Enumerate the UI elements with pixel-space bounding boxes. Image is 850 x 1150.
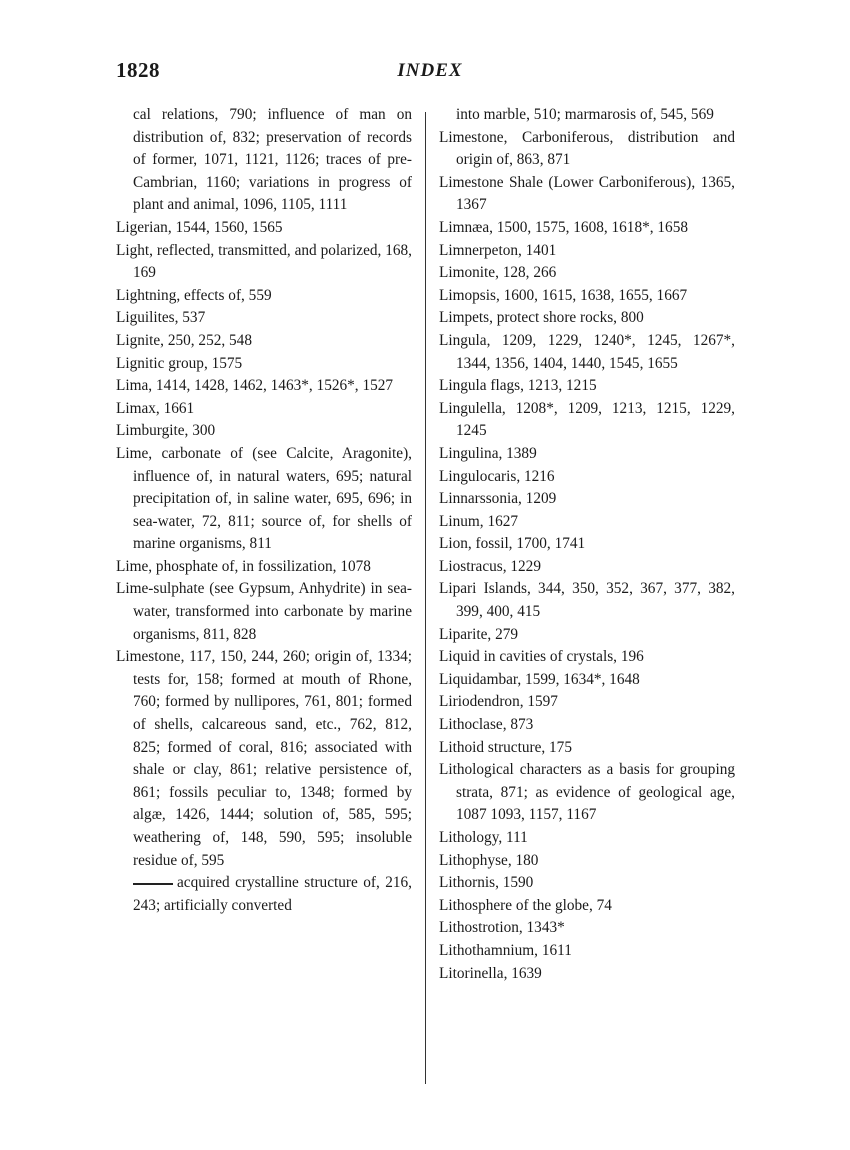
index-entry-text: Lignitic group, 1575 <box>116 354 243 372</box>
index-entry-text: Limax, 1661 <box>116 399 195 417</box>
index-entry-text: cal relations, 790; influence of man on distribution of, 832; preservation of records of former, 1071, 1121, 1126; traces of pre-Cambrian, 1160; variations in progress of plant and animal, 1096, 1105, 1111 <box>133 106 412 214</box>
index-entry-text: Liriodendron, 1597 <box>439 693 558 711</box>
page-number: 1828 <box>116 58 160 82</box>
index-entry-text: Lithoid structure, 175 <box>439 738 572 756</box>
index-entry <box>116 217 412 240</box>
index-entry <box>439 488 735 511</box>
index-entry-text: Limonite, 128, 266 <box>439 264 557 282</box>
index-entry <box>116 307 412 330</box>
index-entry <box>439 646 735 669</box>
index-entry-text: Limopsis, 1600, 1615, 1638, 1655, 1667 <box>439 286 688 304</box>
index-entry <box>116 443 412 556</box>
index-entry <box>439 827 735 850</box>
index-entry <box>116 353 412 376</box>
index-entry-text: Lithoclase, 873 <box>439 716 534 734</box>
index-entry-text: Lignite, 250, 252, 548 <box>116 331 252 349</box>
index-entry-text: Linum, 1627 <box>439 512 519 530</box>
index-entry-text: Ligerian, 1544, 1560, 1565 <box>116 218 283 236</box>
index-entry <box>439 714 735 737</box>
index-entry-text: Lingula, 1209, 1229, 1240*, 1245, 1267*, 1344, 1356, 1404, 1440, 1545, 1655 <box>439 331 735 372</box>
index-entry-text: Lightning, effects of, 559 <box>116 286 272 304</box>
index-entry <box>116 285 412 308</box>
index-entry <box>439 556 735 579</box>
index-entry-text: Limestone, 117, 150, 244, 260; origin of, 1334; tests for, 158; formed at mouth of Rhone, 760; formed by nullipores, 761, 801; formed of shells, calcareous sand, etc., 762, 812, 825; formed of coral, 816; associated with shale or clay, 861; relative persistence of, 861; fossils peculiar to, 1348; formed by algæ, 1426, 1444; solution of, 585, 595; weathering of, 148, 590, 595; insoluble residue of, 595 <box>116 648 412 869</box>
index-entry-text: Lithornis, 1590 <box>439 874 534 892</box>
index-entry-text: Litorinella, 1639 <box>439 964 542 982</box>
index-entry <box>116 556 412 579</box>
index-entry <box>439 533 735 556</box>
index-subentry <box>116 872 412 917</box>
running-head: INDEX <box>397 60 463 81</box>
index-entry-text: Limpets, protect shore rocks, 800 <box>439 309 644 327</box>
index-entry-text: Lithological characters as a basis for grouping strata, 871; as evidence of geological age, 1087 1093, 1157, 1167 <box>439 761 735 824</box>
index-entry <box>116 420 412 443</box>
index-entry <box>439 578 735 623</box>
index-entry-continued <box>116 104 412 217</box>
index-entry <box>439 330 735 375</box>
index-entry <box>439 624 735 647</box>
index-entry-text: Liquid in cavities of crystals, 196 <box>439 648 644 666</box>
index-entry <box>439 466 735 489</box>
index-entry-text: Lithophyse, 180 <box>439 851 539 869</box>
index-entry-text: Limestone Shale (Lower Carboniferous), 1365, 1367 <box>439 173 735 214</box>
index-entry <box>439 285 735 308</box>
index-entry-text: Liostracus, 1229 <box>439 557 541 575</box>
index-entry <box>439 669 735 692</box>
column-divider <box>425 112 426 1084</box>
index-entry-text: acquired crystalline structure of, 216, 243; artificially converted <box>133 874 412 914</box>
index-entry-text: Limnæa, 1500, 1575, 1608, 1618*, 1658 <box>439 218 688 236</box>
index-entry-text: Lime, phosphate of, in fossilization, 1078 <box>116 557 371 575</box>
index-entry <box>116 578 412 646</box>
index-entry-text: Lingula flags, 1213, 1215 <box>439 377 597 395</box>
index-entry-text: Liquidambar, 1599, 1634*, 1648 <box>439 670 640 688</box>
index-entry-text: Lion, fossil, 1700, 1741 <box>439 535 586 553</box>
index-entry <box>439 240 735 263</box>
index-entry <box>439 917 735 940</box>
index-entry <box>116 646 412 872</box>
index-entry <box>439 872 735 895</box>
index-entry <box>116 330 412 353</box>
index-entry <box>439 895 735 918</box>
index-entry-text: Lipari Islands, 344, 350, 352, 367, 377, 382, 399, 400, 415 <box>439 580 735 621</box>
index-entry-text: into marble, 510; marmarosis of, 545, 569 <box>456 106 714 123</box>
index-entry-text: Lithostrotion, 1343* <box>439 919 565 937</box>
index-entry-text: Linnarssonia, 1209 <box>439 490 557 508</box>
index-entry-text: Lithology, 111 <box>439 829 528 846</box>
index-entry <box>439 737 735 760</box>
index-entry-continued <box>439 104 735 127</box>
index-entry <box>116 375 412 398</box>
index-entry <box>439 963 735 986</box>
index-entry-text: Liguilites, 537 <box>116 309 206 327</box>
index-entry-text: Lithosphere of the globe, 74 <box>439 896 612 914</box>
index-entry <box>439 172 735 217</box>
index-entry <box>439 759 735 827</box>
index-entry <box>116 240 412 285</box>
index-entry-text: Limnerpeton, 1401 <box>439 241 557 259</box>
index-entry-text: Lithothamnium, 1611 <box>439 941 572 959</box>
index-entry-text: Liparite, 279 <box>439 625 519 643</box>
index-entry <box>439 511 735 534</box>
index-entry <box>439 443 735 466</box>
index-entry-text: Lima, 1414, 1428, 1462, 1463*, 1526*, 1527 <box>116 377 394 395</box>
index-entry <box>439 398 735 443</box>
index-entry-text: Limestone, Carboniferous, distribution and origin of, 863, 871 <box>439 128 735 169</box>
index-entry <box>439 262 735 285</box>
index-entry-text: Lingulina, 1389 <box>439 444 537 462</box>
index-entry-text: Limburgite, 300 <box>116 422 216 440</box>
index-entry <box>439 217 735 240</box>
ditto-dash <box>133 883 173 885</box>
index-entry <box>439 940 735 963</box>
index-entry <box>116 398 412 421</box>
index-entry-text: Lime-sulphate (see Gypsum, Anhydrite) in sea-water, transformed into carbonate by marine organisms, 811, 828 <box>116 580 412 643</box>
index-entry <box>439 307 735 330</box>
index-column-right <box>439 104 735 985</box>
index-column-left <box>116 104 412 917</box>
index-entry-text: Lingulella, 1208*, 1209, 1213, 1215, 1229, 1245 <box>439 399 735 440</box>
index-entry <box>439 691 735 714</box>
index-entry-text: Light, reflected, transmitted, and polarized, 168, 169 <box>116 241 412 282</box>
index-entry <box>439 850 735 873</box>
index-entry <box>439 375 735 398</box>
index-entry <box>439 127 735 172</box>
index-entry-text: Lime, carbonate of (see Calcite, Aragonite), influence of, in natural waters, 695; natural precipitation of, in saline water, 695, 696; in sea-water, 72, 811; source of, for shells of marine organisms, 811 <box>116 444 412 553</box>
index-entry-text: Lingulocaris, 1216 <box>439 467 555 485</box>
